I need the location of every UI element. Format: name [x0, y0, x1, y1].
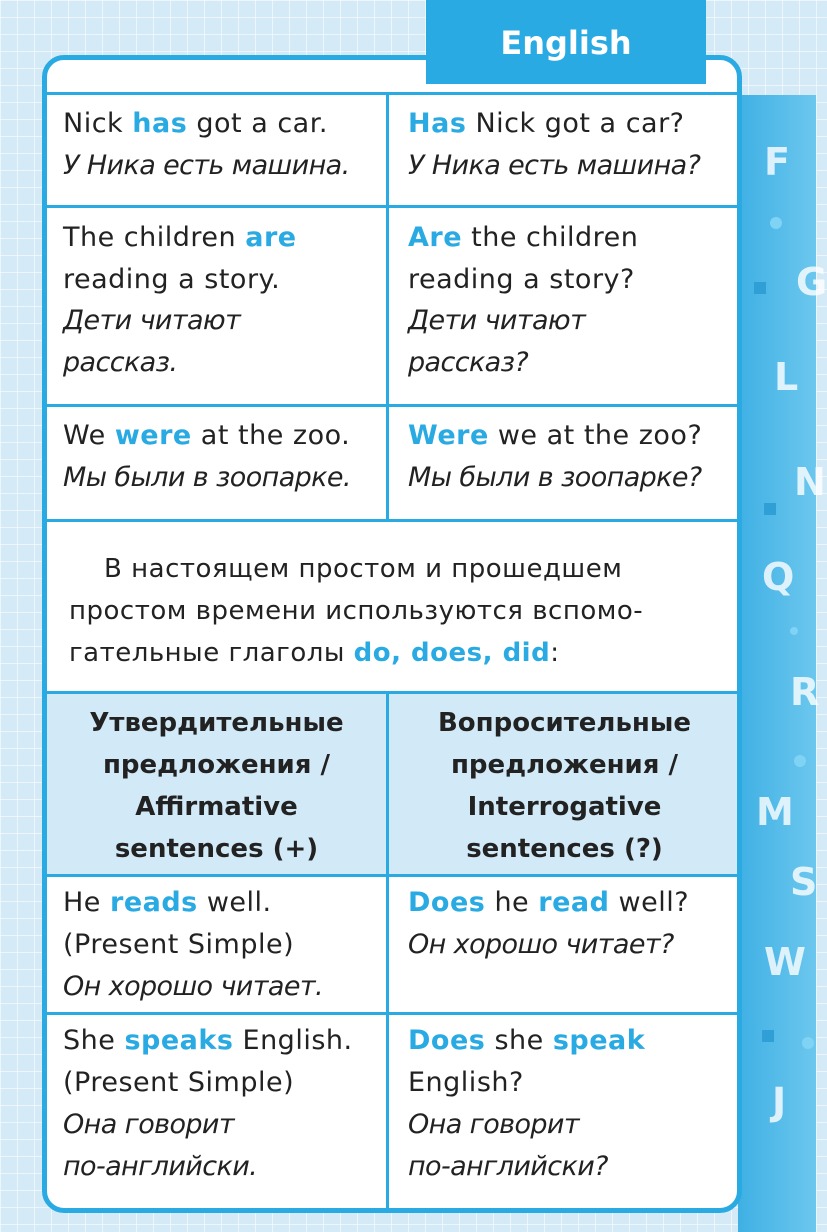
- english-text: he: [485, 887, 539, 918]
- text-line: [63, 420, 350, 451]
- text-line: [63, 264, 280, 295]
- russian-text: рассказ?: [408, 346, 529, 378]
- side-dot: [770, 217, 782, 229]
- keyword: read: [538, 887, 610, 918]
- side-decoration-strip: [738, 95, 827, 1232]
- affirmative-cell: [47, 1015, 389, 1210]
- text-line: [408, 887, 689, 918]
- interrogative-header: [392, 694, 737, 874]
- table-row: [47, 92, 737, 208]
- english-text: well.: [197, 887, 272, 918]
- header-line: Утвердительные: [89, 708, 344, 738]
- side-square: [754, 282, 766, 294]
- side-letter: N: [794, 460, 826, 504]
- english-text: простом времени используются вспомо-: [69, 596, 644, 626]
- affirmative-cell: [47, 407, 389, 519]
- header-line: sentences (+): [114, 834, 319, 864]
- english-text: He: [63, 887, 110, 918]
- text-line: [63, 150, 350, 181]
- text-line: [63, 347, 177, 378]
- russian-text: рассказ.: [63, 346, 178, 378]
- interrogative-cell: [392, 877, 737, 1012]
- header-line: предложения /: [102, 750, 331, 780]
- table-header: [47, 694, 737, 877]
- keyword: speak: [552, 1025, 646, 1056]
- text-line: [408, 305, 585, 336]
- text-line: [63, 462, 351, 493]
- russian-text: Мы были в зоопарке?: [408, 462, 702, 493]
- text-line: [63, 1109, 234, 1140]
- keyword: were: [114, 420, 192, 451]
- text-line: [63, 1067, 294, 1098]
- keyword: speaks: [124, 1025, 234, 1056]
- keyword: are: [245, 222, 297, 253]
- side-dot: [794, 755, 806, 767]
- text-line: [63, 108, 328, 139]
- subject-tab: [426, 0, 706, 84]
- keyword: reads: [110, 887, 198, 918]
- english-text: English?: [408, 1067, 524, 1098]
- english-text: reading a story?: [408, 263, 635, 295]
- text-line: [408, 108, 685, 139]
- header-line: Affirmative: [135, 792, 298, 822]
- interrogative-cell: [392, 1015, 737, 1210]
- english-text: She: [63, 1025, 125, 1056]
- keyword: Were: [408, 420, 489, 451]
- side-dot: [790, 627, 798, 635]
- table-row: [47, 877, 737, 1015]
- english-text: В настоящем простом и прошедшем: [69, 554, 623, 584]
- text-line: [408, 264, 635, 295]
- keyword: has: [132, 108, 188, 139]
- keyword: Does: [408, 887, 486, 918]
- side-square: [762, 1030, 774, 1042]
- affirmative-cell: [47, 95, 389, 205]
- russian-text: по-английски.: [63, 1151, 258, 1182]
- text-line: [408, 1151, 608, 1182]
- header-line: предложения /: [450, 750, 679, 780]
- keyword: Are: [408, 222, 463, 253]
- russian-text: Он хорошо читает.: [63, 971, 323, 1002]
- text-line: [408, 1025, 645, 1056]
- english-text: at the zoo.: [191, 420, 351, 451]
- interrogative-cell: [392, 95, 737, 205]
- english-text: We: [63, 420, 115, 451]
- english-text: we at the zoo?: [488, 420, 703, 451]
- text-line: [63, 971, 323, 1002]
- russian-text: по-английски?: [408, 1151, 608, 1182]
- affirmative-header: [47, 694, 389, 874]
- russian-text: Она говорит: [63, 1109, 234, 1140]
- text-line: [63, 222, 297, 253]
- affirmative-cell: [47, 208, 389, 404]
- keyword: do, does, did: [353, 638, 551, 668]
- text-line: [63, 1151, 257, 1182]
- text-line: [63, 305, 240, 336]
- text-line: [408, 150, 700, 181]
- text-line: [69, 596, 643, 626]
- text-line: [63, 1025, 353, 1056]
- english-text: Nick got a car?: [466, 108, 685, 139]
- english-text: гательные глаголы: [69, 638, 354, 668]
- text-line: [408, 1067, 524, 1098]
- keyword: Has: [408, 108, 467, 139]
- text-line: [408, 1109, 579, 1140]
- table-row: [47, 1015, 737, 1210]
- russian-text: Мы были в зоопарке.: [63, 462, 351, 493]
- table-row: [47, 407, 737, 522]
- affirmative-cell: [47, 877, 389, 1012]
- english-text: got a car.: [187, 108, 328, 139]
- side-letter: L: [774, 355, 799, 399]
- text-line: [63, 887, 272, 918]
- interrogative-cell: [392, 208, 737, 404]
- russian-text: У Ника есть машина.: [63, 150, 350, 181]
- text-line: [408, 462, 702, 493]
- text-line: [69, 638, 559, 668]
- russian-text: У Ника есть машина?: [408, 150, 701, 181]
- tab-title: English: [500, 24, 632, 62]
- english-text: English.: [233, 1025, 353, 1056]
- english-text: reading a story.: [63, 263, 281, 295]
- english-text: the children: [462, 222, 639, 253]
- english-text: well?: [609, 887, 690, 918]
- english-text: she: [485, 1025, 553, 1056]
- side-letter: W: [764, 940, 806, 984]
- header-line: Interrogative: [467, 792, 662, 822]
- side-letter: F: [764, 140, 790, 184]
- side-letter: J: [772, 1080, 787, 1124]
- english-text: (Present Simple): [63, 929, 295, 960]
- side-letter: Q: [762, 555, 795, 599]
- text-line: [408, 347, 528, 378]
- side-letter: G: [796, 260, 827, 304]
- interrogative-cell: [392, 407, 737, 519]
- explanation-paragraph: [47, 522, 737, 694]
- english-text: :: [550, 638, 560, 668]
- russian-text: Дети читают: [408, 305, 586, 336]
- text-line: [408, 420, 702, 451]
- text-line: [69, 554, 622, 584]
- english-text: (Present Simple): [63, 1067, 295, 1098]
- english-text: Nick: [63, 108, 133, 139]
- russian-text: Она говорит: [408, 1109, 579, 1140]
- side-square: [764, 503, 776, 515]
- side-letter: R: [790, 670, 820, 714]
- side-letter: S: [790, 860, 818, 904]
- header-line: Вопросительные: [437, 708, 692, 738]
- keyword: Does: [408, 1025, 486, 1056]
- english-text: The children: [63, 222, 246, 253]
- russian-text: Дети читают: [63, 305, 241, 336]
- russian-text: Он хорошо читает?: [408, 929, 674, 960]
- side-letter: M: [756, 790, 794, 834]
- side-dot: [802, 1037, 814, 1049]
- table-row: [47, 208, 737, 407]
- text-line: [63, 929, 294, 960]
- text-line: [408, 929, 674, 960]
- text-line: [408, 222, 638, 253]
- header-line: sentences (?): [466, 834, 663, 864]
